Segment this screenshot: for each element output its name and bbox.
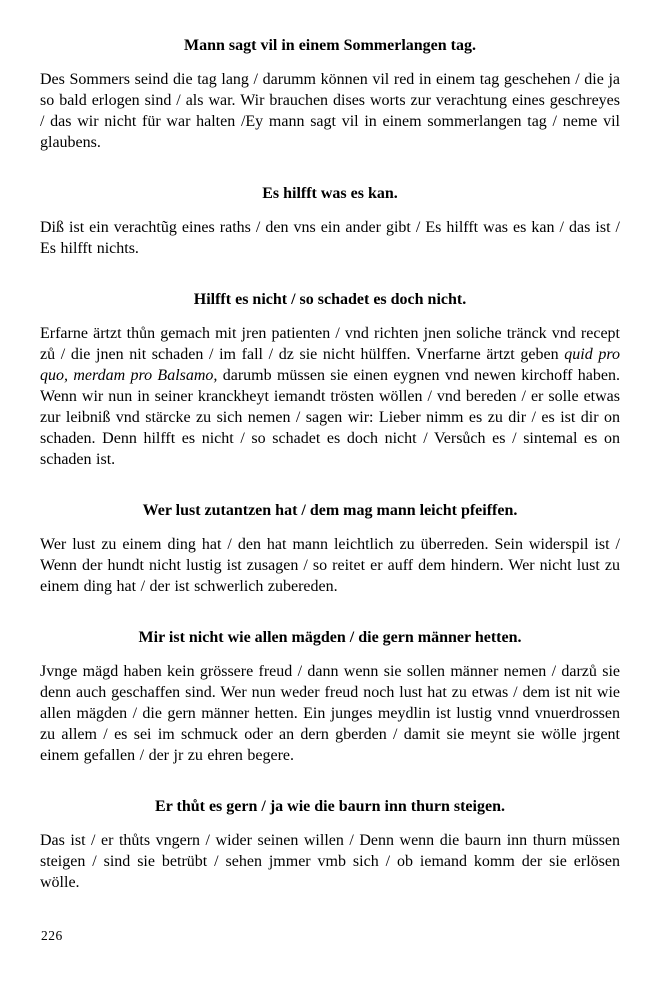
section-sommerlangen-tag	[40, 36, 620, 153]
section-heading: Wer lust zutantzen hat / dem mag mann leicht pfeiffen.	[142, 502, 518, 519]
paragraph-text: darumb müssen sie einen eygnen vnd newen kirchoff haben. Wenn wir nun in seiner kranckheyt iemandt trösten wöllen / vnd bereden / er solle etwas zur leibniß vnd stärcke zu sich nemen / sagen wir: Lieber nimm es zu dir / es ist dir on schaden. Denn hilfft es nicht / so schadet es doch nicht / Versůch es / sintemal es on schaden ist.	[40, 367, 620, 468]
section-heading: Hilfft es nicht / so schadet es doch nicht.	[193, 291, 467, 308]
section-er-thut-es-gern	[40, 797, 620, 893]
latin-phrase: quid pro quo, merdam pro Balsamo,	[40, 346, 621, 384]
section-wer-lust-zutantzen	[40, 501, 620, 597]
page-number: 226	[41, 928, 63, 943]
section-heading: Mir ist nicht wie allen mägden / die gern männer hetten.	[138, 629, 522, 646]
section-mir-ist-nicht-wie-allen-maegden	[40, 628, 620, 766]
section-hilfft-es-nicht	[40, 290, 620, 470]
section-heading: Es hilfft was es kan.	[262, 185, 398, 202]
section-paragraph: Das ist / er thůts vngern / wider seinen willen / Denn wenn die baurn inn thurn müssen steigen / sind sie betrübt / sehen jmmer vmb sich / ob iemand komm der sie erlösen wölle.	[40, 832, 620, 891]
section-paragraph: Diß ist ein verachtũg eines raths / den vns ein ander gibt / Es hilfft was es kan / das ist / Es hilfft nichts.	[40, 219, 620, 257]
section-heading: Er thůt es gern / ja wie die baurn inn thurn steigen.	[155, 798, 505, 815]
section-paragraph: Des Sommers seind die tag lang / darumm können vil red in einem tag geschehen / die ja so bald erlogen sind / als war. Wir brauchen dises worts zur verachtung eines geschreyes / das wir nicht für war halten /Ey mann sagt vil in einem sommerlangen tag / neme vil glaubens.	[40, 71, 620, 151]
section-paragraph: Wer lust zu einem ding hat / den hat mann leichtlich zu überreden. Sein widerspil ist / Wenn der hundt nicht lustig ist zusagen / so reitet er auff dem hindern. Wer nicht lust zu einem ding hat / der ist schwerlich zubereden.	[40, 536, 620, 595]
section-es-hilfft-was-es-kan	[40, 184, 620, 259]
paragraph-text: Erfarne ärtzt thůn gemach mit jren patienten / vnd richten jnen soliche tränck vnd recept zů / die jnen nit schaden / im fall / dz sie nicht hülffen. Vnerfarne ärtzt geben	[40, 325, 620, 363]
section-heading: Mann sagt vil in einem Sommerlangen tag.	[184, 37, 476, 54]
section-paragraph	[40, 323, 620, 470]
section-paragraph: Jvnge mägd haben kein grössere freud / dann wenn sie sollen männer nemen / darzů sie denn auch geschaffen sind. Wer nun weder freud noch lust hat zu etwas / dem ist nit wie allen mägden / die gern männer hetten. Ein junges meydlin ist lustig vnnd vnuerdrossen zu allem / es sei im schmuck oder an dern gberden / damit sie meynt sie wölle jrgent einem gefallen / der jr zu ehren begere.	[40, 663, 620, 764]
